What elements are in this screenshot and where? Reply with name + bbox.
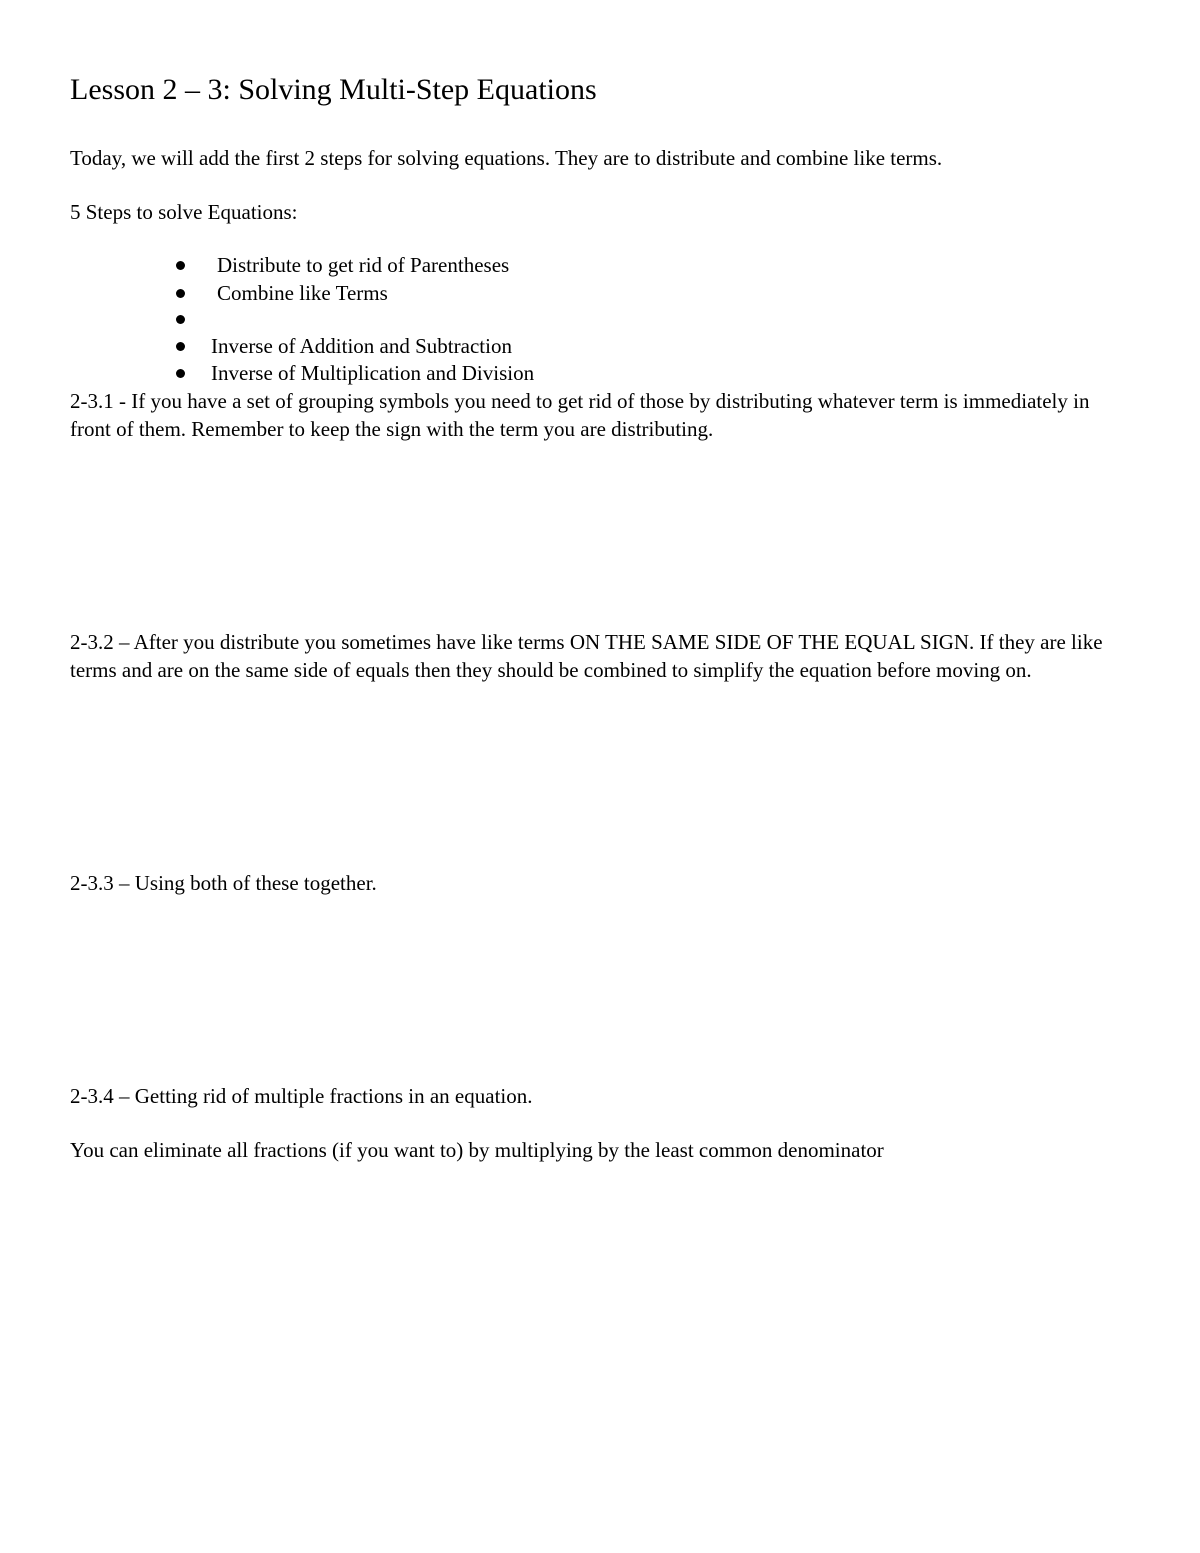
section-2-3-2: 2-3.2 – After you distribute you sometimes have like terms ON THE SAME SIDE OF THE EQUAL SIGN. If they are like terms and are on the same side of equals then they should be combined to simplify the equation before moving on. [70,630,1103,682]
section-2-3-1: 2-3.1 - If you have a set of grouping symbols you need to get rid of those by distributing whatever term is immediately in front of them. Remember to keep the sign with the term you are distributing. [70,389,1090,441]
page-title: Lesson 2 – 3: Solving Multi-Step Equations [70,73,597,106]
bullet-icon [176,369,185,378]
bullet-icon [176,261,185,270]
section-2-3-4-note: You can eliminate all fractions (if you want to) by multiplying by the least common denominator [70,1138,884,1162]
step-item: Inverse of Addition and Subtraction [211,334,512,358]
bullet-icon [176,342,185,351]
step-item: Combine like Terms [217,281,388,305]
step-item: Distribute to get rid of Parentheses [217,253,510,277]
section-2-3-4: 2-3.4 – Getting rid of multiple fractions in an equation. [70,1084,533,1108]
steps-heading: 5 Steps to solve Equations: [70,200,298,224]
intro-paragraph: Today, we will add the first 2 steps for solving equations. They are to distribute and combine like terms. [70,146,943,170]
bullet-icon [176,289,185,298]
section-2-3-3: 2-3.3 – Using both of these together. [70,871,377,895]
bullet-icon [176,315,185,324]
step-item: Inverse of Multiplication and Division [211,361,535,385]
